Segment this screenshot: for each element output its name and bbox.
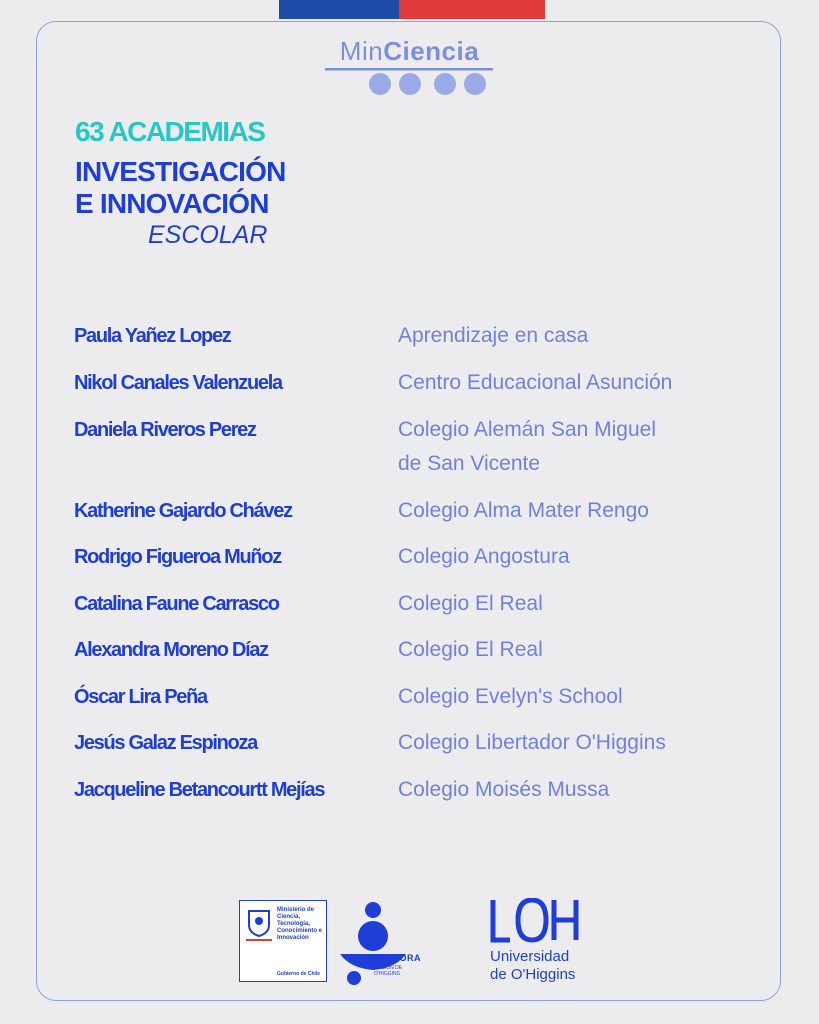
uoh-logo-icon: [490, 898, 582, 944]
flag-red-stripe: [399, 0, 545, 19]
school-name: Colegio El Real: [398, 638, 543, 661]
school-name: Colegio Alemán San Miguel: [398, 418, 656, 441]
header-line-3: E INNOVACIÓN: [75, 188, 269, 219]
brand-decoration-icon: [325, 36, 495, 96]
person-name: Paula Yañez Lopez: [74, 325, 231, 347]
person-name: Jacqueline Betancourtt Mejías: [74, 779, 325, 801]
person-name: Daniela Riveros Perez: [74, 419, 256, 441]
uoh-name-line-1: Universidad: [490, 948, 570, 965]
explora-region-line-1: REGIÓN DE: [374, 965, 403, 971]
school-name: Colegio Alma Mater Rengo: [398, 499, 649, 522]
person-name: Katherine Gajardo Chávez: [74, 500, 292, 522]
person-name: Nikol Canales Valenzuela: [74, 372, 282, 394]
header-line-1: 63 ACADEMIAS: [75, 116, 265, 147]
header-line-4: ESCOLAR: [148, 221, 268, 249]
explora-region-line-2: O'HIGGINS: [374, 971, 400, 977]
person-name: Jesús Galaz Espinoza: [74, 732, 257, 754]
school-name: Centro Educacional Asunción: [398, 371, 673, 394]
school-name: Colegio Angostura: [398, 545, 570, 568]
school-name: Aprendizaje en casa: [398, 324, 589, 347]
gobierno-label: Gobierno de Chile: [277, 971, 321, 977]
person-name: Alexandra Moreno Díaz: [74, 639, 268, 661]
school-name: Colegio Evelyn's School: [398, 685, 623, 708]
school-name-line-2: de San Vicente: [398, 452, 541, 475]
school-name: Colegio Libertador O'Higgins: [398, 731, 666, 754]
ministerio-name: Ministerio de Ciencia, Tecnología, Conocimiento e Innovación: [277, 907, 323, 941]
ministerio-logo: [239, 900, 327, 982]
footer-logos: [0, 898, 819, 988]
explora-region: [374, 965, 402, 977]
header-line-2: INVESTIGACIÓN: [75, 156, 286, 187]
chile-shield-icon: [246, 907, 272, 937]
person-name: Rodrigo Figueroa Muñoz: [74, 546, 281, 568]
flag-blue-stripe: [279, 0, 399, 19]
brand-bold: Ciencia: [383, 36, 480, 66]
uoh-name: [490, 948, 575, 984]
person-name: Catalina Faune Carrasco: [74, 593, 279, 615]
school-name: Colegio El Real: [398, 592, 543, 615]
person-name: Óscar Lira Peña: [74, 686, 207, 708]
explora-label: EXPLORA: [374, 953, 422, 963]
flag-bar: [246, 939, 272, 941]
uoh-name-line-2: de O'Higgins: [490, 966, 576, 983]
brand-light: Min: [339, 36, 384, 66]
school-name: Colegio Moisés Mussa: [398, 778, 610, 801]
